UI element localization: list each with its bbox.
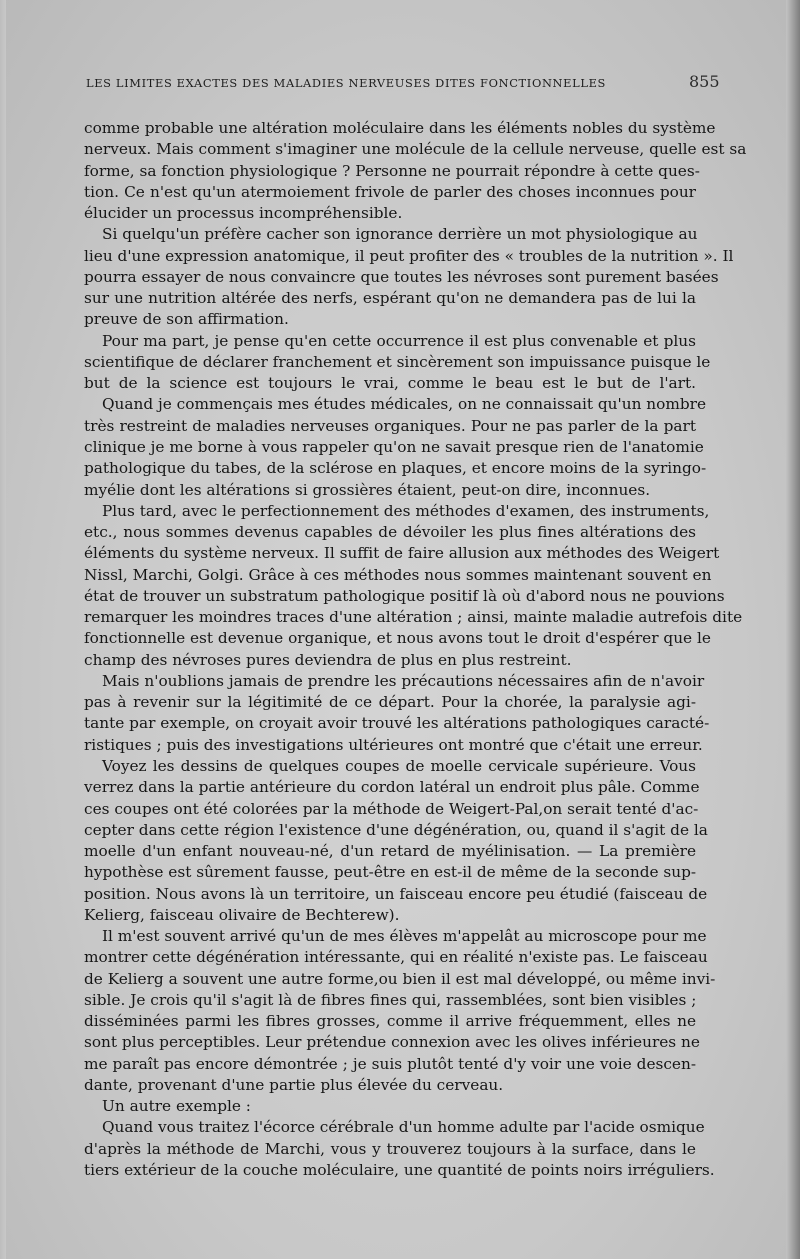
text-line: preuve de son affirmation. bbox=[84, 310, 289, 329]
text-line: remarquer les moindres traces d'une altération ; ainsi, mainte maladie autrefois dite bbox=[84, 608, 743, 627]
text-line: Plus tard, avec le perfectionnement des méthodes d'examen, des instruments, bbox=[102, 501, 710, 520]
text-line: pourra essayer de nous convaincre que toutes les névroses sont purement basées bbox=[84, 267, 719, 286]
text-line: éléments du système nerveux. Il suffit de faire allusion aux méthodes des Weigert bbox=[84, 544, 720, 563]
text-line: pas à revenir sur la légitimité de ce départ. Pour la chorée, la paralysie agi- bbox=[84, 693, 696, 712]
text-line: Voyez les dessins de quelques coupes de moelle cervicale supérieure. Vous bbox=[102, 756, 696, 775]
text-line: Si quelqu'un préfère cacher son ignorance derrière un mot physiologique au bbox=[102, 225, 698, 244]
text-line: ristiques ; puis des investigations ultérieures ont montré que c'était une erreur. bbox=[84, 735, 703, 754]
text-line: tion. Ce n'est qu'un atermoiement frivole de parler des choses inconnues pour bbox=[84, 182, 696, 201]
text-line: Quand vous traitez l'écorce cérébrale d'un homme adulte par l'acide osmique bbox=[102, 1118, 705, 1137]
text-line: tante par exemple, on croyait avoir trouvé les altérations pathologiques caracté- bbox=[84, 714, 710, 733]
text-line: comme probable une altération moléculaire dans les éléments nobles du système bbox=[84, 119, 716, 137]
text-line: Il m'est souvent arrivé qu'un de mes élèves m'appelât au microscope pour me bbox=[102, 927, 707, 946]
text-line: Pour ma part, je pense qu'en cette occurrence il est plus convenable et plus bbox=[102, 331, 696, 350]
page-left-edge bbox=[0, 0, 6, 1259]
page-right-edge bbox=[786, 0, 800, 1259]
text-line: ces coupes ont été colorées par la méthode de Weigert-Pal,on serait tenté d'ac- bbox=[84, 799, 699, 818]
text-line: verrez dans la partie antérieure du cordon latéral un endroit plus pâle. Comme bbox=[84, 778, 700, 797]
text-line: très restreint de maladies nerveuses organiques. Pour ne pas parler de la part bbox=[84, 416, 696, 435]
text-line: pathologique du tabes, de la sclérose en plaques, et encore moins de la syringo- bbox=[84, 459, 707, 478]
text-line: champ des névroses pures deviendra de plus en plus restreint. bbox=[84, 650, 572, 669]
text-line: Quand je commençais mes études médicales, on ne connaissait qu'un nombre bbox=[102, 395, 707, 414]
text-line: cepter dans cette région l'existence d'une dégénération, ou, quand il s'agit de la bbox=[84, 820, 708, 839]
text-line: état de trouver un substratum pathologique positif là où d'abord nous ne pouvions bbox=[84, 586, 725, 605]
body-text bbox=[84, 118, 747, 1181]
text-line: montrer cette dégénération intéressante, qui en réalité n'existe pas. Le faisceau bbox=[84, 948, 708, 967]
text-line: myélie dont les altérations si grossières étaient, peut-on dire, inconnues. bbox=[84, 480, 651, 499]
text-line: etc., nous sommes devenus capables de dévoiler les plus fines altérations des bbox=[84, 523, 696, 542]
page-number: 855 bbox=[689, 72, 720, 91]
text-line: disséminées parmi les fibres grosses, comme il arrive fréquemment, elles ne bbox=[84, 1012, 696, 1031]
text-line: élucider un processus incompréhensible. bbox=[84, 204, 403, 223]
running-title: LES LIMITES EXACTES DES MALADIES NERVEUSES DITES FONCTIONNELLES bbox=[86, 76, 606, 90]
text-line: dante, provenant d'une partie plus élevée du cerveau. bbox=[84, 1075, 504, 1094]
text-line: but de la science est toujours le vrai, comme le beau est le but de l'art. bbox=[84, 374, 696, 393]
text-line: Mais n'oublions jamais de prendre les précautions nécessaires afin de n'avoir bbox=[102, 671, 705, 690]
text-line: nerveux. Mais comment s'imaginer une molécule de la cellule nerveuse, quelle est sa bbox=[84, 140, 747, 159]
text-line: tiers extérieur de la couche moléculaire, une quantité de points noirs irréguliers. bbox=[84, 1161, 715, 1180]
text-line: scientifique de déclarer franchement et sincèrement son impuissance puisque le bbox=[84, 352, 711, 371]
text-line: Un autre exemple : bbox=[102, 1097, 251, 1116]
text-line: sont plus perceptibles. Leur prétendue connexion avec les olives inférieures ne bbox=[84, 1033, 700, 1052]
text-line: sur une nutrition altérée des nerfs, espérant qu'on ne demandera pas de lui la bbox=[84, 289, 696, 308]
text-line: Kelierg, faisceau olivaire de Bechterew). bbox=[84, 905, 400, 924]
text-line: de Kelierg a souvent une autre forme,ou bien il est mal développé, ou même invi- bbox=[84, 969, 716, 988]
text-line: Nissl, Marchi, Golgi. Grâce à ces méthodes nous sommes maintenant souvent en bbox=[84, 565, 712, 584]
text-line: hypothèse est sûrement fausse, peut-être en est-il de même de la seconde sup- bbox=[84, 863, 697, 882]
text-line: lieu d'une expression anatomique, il peut profiter des « troubles de la nutrition ». Il bbox=[84, 246, 734, 265]
text-line: clinique je me borne à vous rappeler qu'on ne savait presque rien de l'anatomie bbox=[84, 437, 704, 456]
text-line: d'après la méthode de Marchi, vous y trouverez toujours à la surface, dans le bbox=[84, 1139, 696, 1158]
text-line: sible. Je crois qu'il s'agit là de fibres fines qui, rassemblées, sont bien visibles ; bbox=[84, 990, 697, 1009]
text-line: moelle d'un enfant nouveau-né, d'un retard de myélinisation. — La première bbox=[84, 842, 696, 861]
text-line: forme, sa fonction physiologique ? Personne ne pourrait répondre à cette ques- bbox=[84, 161, 700, 180]
text-line: position. Nous avons là un territoire, un faisceau encore peu étudié (faisceau de bbox=[84, 884, 708, 903]
text-line: fonctionnelle est devenue organique, et nous avons tout le droit d'espérer que le bbox=[84, 629, 711, 648]
text-line: me paraît pas encore démontrée ; je suis plutôt tenté d'y voir une voie descen- bbox=[84, 1054, 696, 1073]
